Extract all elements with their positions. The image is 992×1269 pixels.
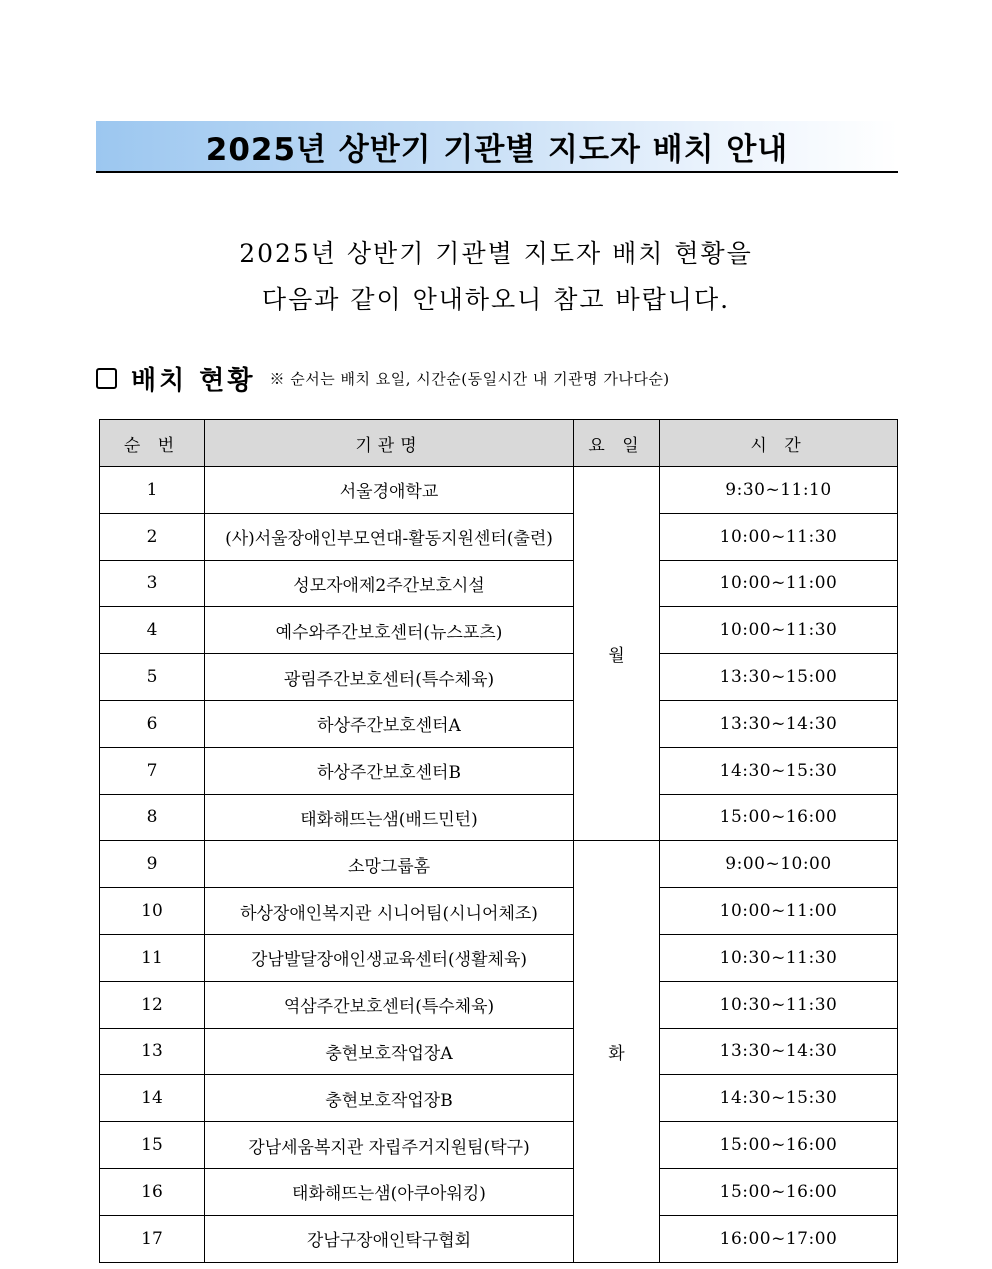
row-name: 강남발달장애인생교육센터(생활체육)	[205, 934, 574, 981]
row-time: 14:30~15:30	[660, 1075, 898, 1122]
row-no: 14	[100, 1075, 205, 1122]
row-time: 13:30~14:30	[660, 700, 898, 747]
row-name: 하상주간보호센터A	[205, 700, 574, 747]
row-name: 성모자애제2주간보호시설	[205, 560, 574, 607]
header-time: 시 간	[660, 420, 898, 467]
intro-line-2: 다음과 같이 안내하오니 참고 바랍니다.	[261, 285, 731, 314]
intro-line-1: 2025년 상반기 기관별 지도자 배치 현황을	[239, 239, 753, 268]
row-time: 13:30~15:00	[660, 654, 898, 701]
header-no: 순 번	[100, 420, 205, 467]
page-title: 2025년 상반기 기관별 지도자 배치 안내	[205, 131, 789, 168]
table-row	[100, 934, 898, 981]
row-no: 9	[100, 841, 205, 888]
table-row	[100, 1028, 898, 1075]
row-no: 7	[100, 747, 205, 794]
row-time: 15:00~16:00	[660, 1168, 898, 1215]
row-time: 10:30~11:30	[660, 934, 898, 981]
row-time: 9:00~10:00	[660, 841, 898, 888]
row-name: 서울경애학교	[205, 467, 574, 514]
row-no: 16	[100, 1168, 205, 1215]
row-name: 태화해뜨는샘(아쿠아워킹)	[205, 1168, 574, 1215]
row-no: 12	[100, 981, 205, 1028]
row-no: 13	[100, 1028, 205, 1075]
row-no: 3	[100, 560, 205, 607]
row-time: 15:00~16:00	[660, 794, 898, 841]
section-note: ※ 순서는 배치 요일, 시간순(동일시간 내 기관명 가나다순)	[269, 369, 670, 388]
row-no: 8	[100, 794, 205, 841]
row-name: 하상장애인복지관 시니어팀(시니어체조)	[205, 888, 574, 935]
header-day: 요 일	[574, 420, 660, 467]
table-row	[100, 654, 898, 701]
row-time: 10:00~11:00	[660, 888, 898, 935]
table-row	[100, 841, 898, 888]
schedule-table	[99, 419, 898, 1263]
row-time: 9:30~11:10	[660, 467, 898, 514]
section-header	[96, 362, 670, 394]
title-banner	[96, 121, 898, 173]
row-time: 16:00~17:00	[660, 1215, 898, 1262]
row-no: 17	[100, 1215, 205, 1262]
table-row	[100, 560, 898, 607]
row-no: 2	[100, 513, 205, 560]
row-name: 소망그룹홈	[205, 841, 574, 888]
row-time: 10:30~11:30	[660, 981, 898, 1028]
row-no: 6	[100, 700, 205, 747]
row-no: 11	[100, 934, 205, 981]
checkbox-icon	[96, 368, 117, 389]
row-time: 13:30~14:30	[660, 1028, 898, 1075]
table-row	[100, 981, 898, 1028]
table-row	[100, 700, 898, 747]
row-name: 충현보호작업장A	[205, 1028, 574, 1075]
table-row	[100, 747, 898, 794]
row-no: 1	[100, 467, 205, 514]
row-no: 5	[100, 654, 205, 701]
row-time: 10:00~11:30	[660, 513, 898, 560]
row-name: 역삼주간보호센터(특수체육)	[205, 981, 574, 1028]
table-row	[100, 467, 898, 514]
table-row	[100, 1075, 898, 1122]
day-cell-tuesday: 화	[574, 841, 660, 1262]
row-name: (사)서울장애인부모연대-활동지원센터(출련)	[205, 513, 574, 560]
row-time: 10:00~11:00	[660, 560, 898, 607]
row-name: 강남세움복지관 자립주거지원팀(탁구)	[205, 1122, 574, 1169]
row-name: 강남구장애인탁구협회	[205, 1215, 574, 1262]
row-name: 예수와주간보호센터(뉴스포츠)	[205, 607, 574, 654]
row-time: 10:00~11:30	[660, 607, 898, 654]
row-time: 14:30~15:30	[660, 747, 898, 794]
row-no: 15	[100, 1122, 205, 1169]
row-time: 15:00~16:00	[660, 1122, 898, 1169]
section-title: 배치 현황	[131, 365, 256, 396]
row-no: 10	[100, 888, 205, 935]
row-no: 4	[100, 607, 205, 654]
day-cell-monday: 월	[574, 467, 660, 841]
header-name: 기관명	[205, 420, 574, 467]
row-name: 하상주간보호센터B	[205, 747, 574, 794]
table-row	[100, 888, 898, 935]
row-name: 광림주간보호센터(특수체육)	[205, 654, 574, 701]
table-row	[100, 794, 898, 841]
table-row	[100, 607, 898, 654]
table-row	[100, 1122, 898, 1169]
table-row	[100, 1168, 898, 1215]
row-name: 태화해뜨는샘(배드민턴)	[205, 794, 574, 841]
table-header-row	[100, 420, 898, 467]
row-name: 충현보호작업장B	[205, 1075, 574, 1122]
table-row	[100, 1215, 898, 1262]
table-row	[100, 513, 898, 560]
